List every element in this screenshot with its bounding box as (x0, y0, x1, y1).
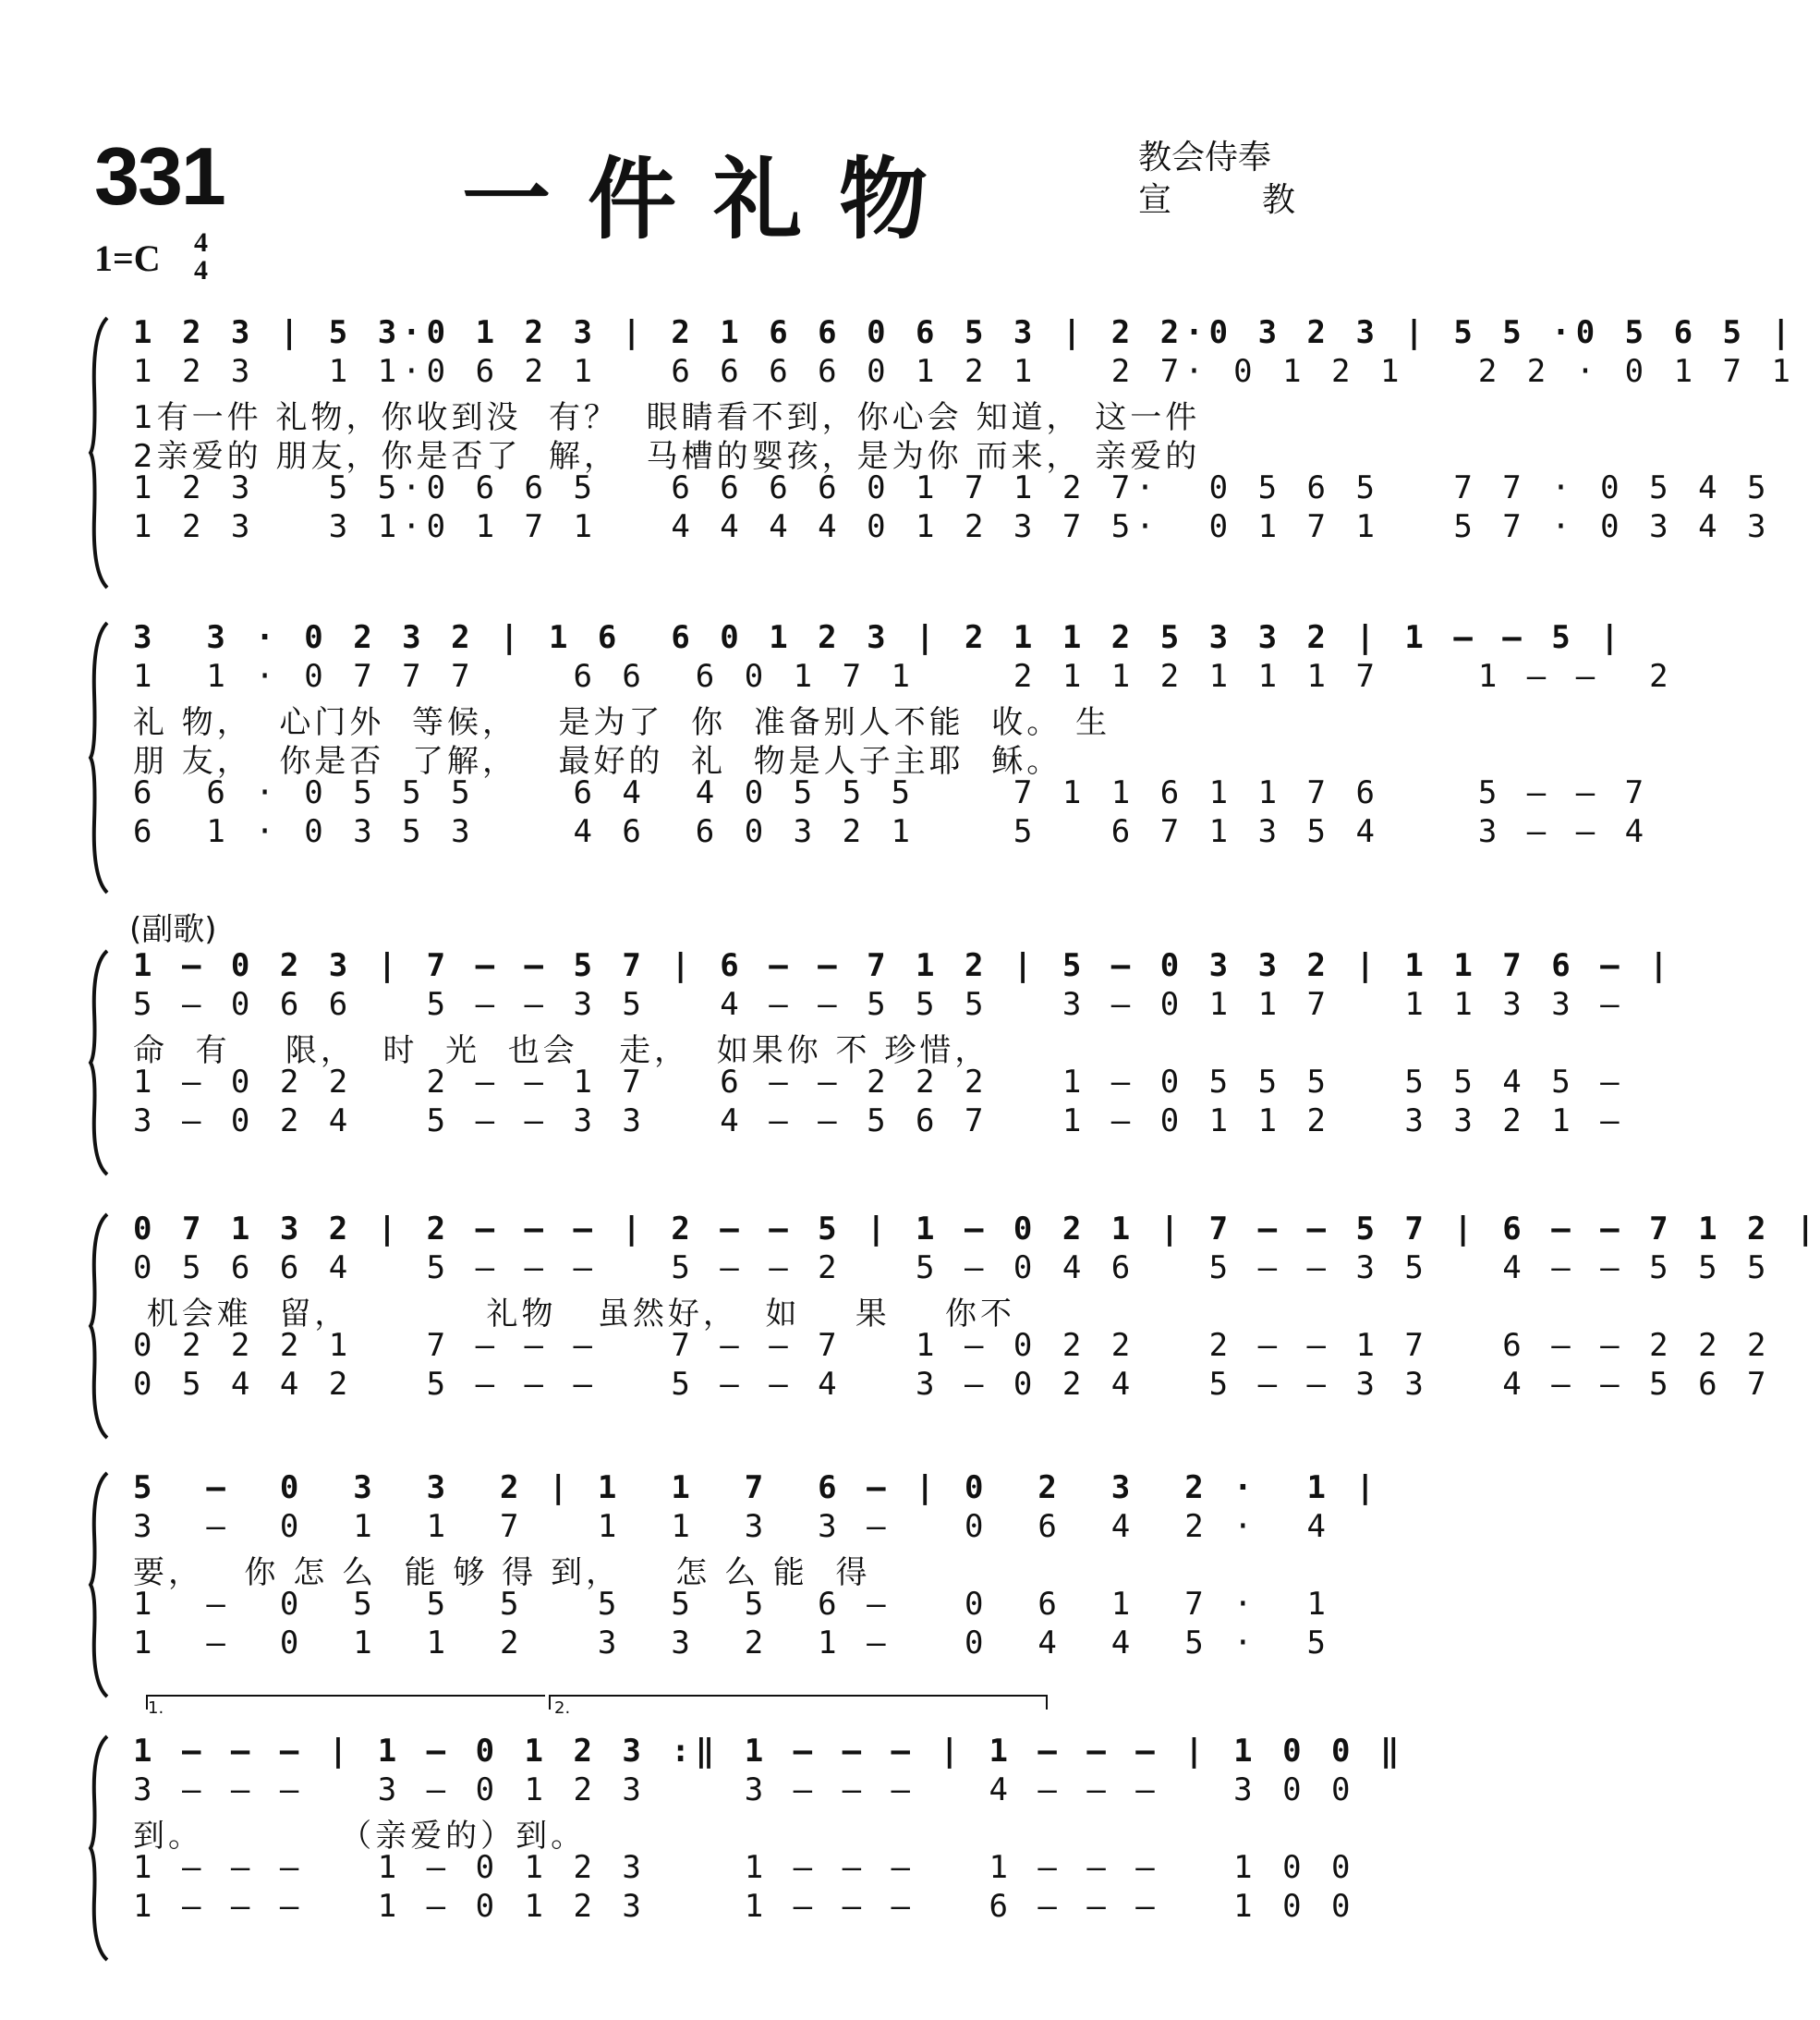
score-system-4 (89, 1211, 1820, 1442)
score-system-3 (89, 947, 1674, 1178)
system-lines (133, 1211, 1820, 1405)
tenor-line: 1 2 3 5 5·0 6 6 5 6 6 6 6 0 1 7 1 2 7· 0 5 6 5 7 7 · 0 5 4 5 (133, 469, 1772, 506)
lyric-verse-1: 礼 物， 心门外 等候， 是为了 你 准备别人不能 收。 生 (133, 704, 1111, 741)
bass-line: 1 — — — 1 — 0 1 2 3 1 — — — 6 — — — 1 0 0 (133, 1888, 1356, 1925)
melody-line: 1 — — — | 1 — 0 1 2 3 :‖ 1 — — — | 1 — — — | 1 0 0 ‖ (133, 1733, 1405, 1770)
bass-line: 1 2 3 3 1·0 1 7 1 4 4 4 4 0 1 2 3 7 5· 0 1 7 1 5 7 · 0 3 4 3 (133, 508, 1772, 545)
lyric-line: 机会难 留， 礼物 虽然好， 如 果 你不 (133, 1296, 1015, 1332)
alto-line: 1 2 3 1 1·0 6 2 1 6 6 6 6 0 1 2 1 2 7· 0 1 2 1 2 2 · 0 1 7 1 (133, 353, 1796, 390)
score-system-6 (89, 1733, 1405, 1964)
chorus-label: (副歌) (129, 911, 217, 948)
score-system-5 (89, 1469, 1380, 1700)
alto-line: 3 — — — 3 — 0 1 2 3 3 — — — 4 — — — 3 0 0 (133, 1771, 1356, 1808)
brace-icon (89, 947, 109, 1178)
brace-icon (89, 314, 109, 591)
volta-1-label: 1. (148, 1698, 164, 1718)
hymn-title: 一件礼物 (462, 148, 965, 251)
volta-2-bracket (549, 1695, 1048, 1710)
time-signature-top: 4 (194, 227, 208, 258)
bass-line: 0 5 4 4 2 5 — — — 5 — — 4 3 — 0 2 4 5 — — 3 3 4 — — 5 6 7 (133, 1366, 1772, 1403)
system-lines (133, 1469, 1380, 1663)
bass-line: 3 — 0 2 4 5 — — 3 3 4 — — 5 6 7 1 — 0 1 1 2 3 3 2 1 — (133, 1102, 1625, 1139)
tenor-line: 0 2 2 2 1 7 — — — 7 — — 7 1 — 0 2 2 2 — — 1 7 6 — — 2 2 2 (133, 1327, 1772, 1364)
key-signature: 1=C (94, 237, 161, 279)
melody-line: 3 3 · 0 2 3 2 | 1 6 6 0 1 2 3 | 2 1 1 2 5 3 3 2 | 1 — — 5 | (133, 619, 1625, 656)
alto-line: 0 5 6 6 4 5 — — — 5 — — 2 5 — 0 4 6 5 — — 3 5 4 — — 5 5 5 (133, 1249, 1772, 1286)
lyric-line: 到。 （亲爱的）到。 (133, 1818, 587, 1855)
bass-line: 6 1 · 0 3 5 3 4 6 6 0 3 2 1 5 6 7 1 3 5 4 3 — — 4 (133, 813, 1650, 850)
credit-line-1: 教会侍奉 (1138, 139, 1272, 176)
system-lines (133, 619, 1674, 852)
hymn-number: 331 (94, 130, 224, 222)
score-system-2 (89, 619, 1674, 896)
tenor-line: 6 6 · 0 5 5 5 6 4 4 0 5 5 5 7 1 1 6 1 1 7 6 5 — — 7 (133, 774, 1650, 811)
hymn-header (0, 0, 1365, 305)
bass-line: 1 — 0 1 1 2 3 3 2 1 — 0 4 4 5 · 5 (133, 1625, 1332, 1661)
tenor-line: 1 — 0 2 2 2 — — 1 7 6 — — 2 2 2 1 — 0 5 5 5 5 5 4 5 — (133, 1064, 1625, 1101)
brace-icon (89, 619, 109, 896)
melody-line: 5 — 0 3 3 2 | 1 1 7 6 — | 0 2 3 2 · 1 | (133, 1469, 1380, 1506)
alto-line: 1 1 · 0 7 7 7 6 6 6 0 1 7 1 2 1 1 2 1 1 1 7 1 — — 2 (133, 658, 1674, 695)
lyric-line: 要， 你 怎 么 能 够 得 到， 怎 么 能 得 (133, 1554, 871, 1591)
melody-line: 1 2 3 | 5 3·0 1 2 3 | 2 1 6 6 0 6 5 3 | 2 2·0 3 2 3 | 5 5 ·0 5 6 5 | (133, 314, 1796, 351)
tenor-line: 1 — — — 1 — 0 1 2 3 1 — — — 1 — — — 1 0 0 (133, 1849, 1356, 1886)
melody-line: 0 7 1 3 2 | 2 — — — | 2 — — 5 | 1 — 0 2 1 | 7 — — 5 7 | 6 — — 7 1 2 | (133, 1211, 1820, 1247)
credits (1138, 137, 1295, 222)
lyric-verse-2: 朋 友， 你是否 了解， 最好的 礼 物是人子主耶 稣。 (133, 743, 1062, 780)
volta-2-label: 2. (554, 1698, 571, 1718)
credit-line-2-b: 教 (1261, 181, 1295, 219)
score-system-1 (89, 314, 1796, 591)
time-signature-bottom: 4 (194, 255, 208, 286)
brace-icon (89, 1211, 109, 1442)
lyric-verse-1: 1有一件 礼物，你收到没 有？ 眼睛看不到，你心会 知道， 这一件 (133, 399, 1201, 436)
system-lines (133, 1733, 1405, 1927)
credit-line-2 (1138, 179, 1295, 222)
alto-line: 3 — 0 1 1 7 1 1 3 3 — 0 6 4 2 · 4 (133, 1508, 1332, 1545)
alto-line: 5 — 0 6 6 5 — — 3 5 4 — — 5 5 5 3 — 0 1 1 7 1 1 3 3 — (133, 986, 1625, 1023)
brace-icon (89, 1733, 109, 1964)
system-lines (133, 314, 1796, 547)
brace-icon (89, 1469, 109, 1700)
tenor-line: 1 — 0 5 5 5 5 5 5 6 — 0 6 1 7 · 1 (133, 1586, 1332, 1623)
time-signature (194, 229, 208, 285)
system-lines (133, 947, 1674, 1141)
volta-1-bracket (146, 1695, 545, 1710)
lyric-verse-2: 2亲爱的 朋友，你是否了 解， 马槽的婴孩，是为你 而来， 亲爱的 (133, 438, 1201, 475)
melody-line: 1 — 0 2 3 | 7 — — 5 7 | 6 — — 7 1 2 | 5 — 0 3 3 2 | 1 1 7 6 — | (133, 947, 1674, 984)
lyric-line: 命 有 限， 时 光 也会 走， 如果你 不 珍惜， (133, 1032, 990, 1069)
credit-line-2-a: 宣 (1138, 181, 1172, 219)
